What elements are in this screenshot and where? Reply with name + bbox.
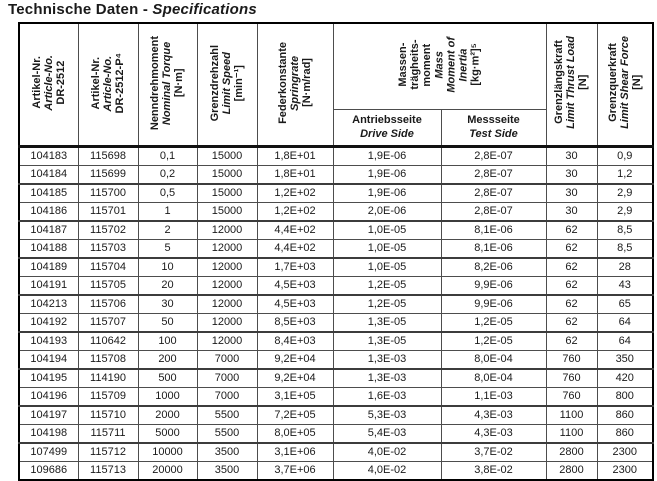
table-cell: 62 [546, 239, 597, 258]
table-cell: 104189 [19, 258, 78, 277]
table-cell: 1,3E-05 [333, 332, 441, 351]
table-row [19, 165, 653, 184]
table-cell: 10 [138, 258, 197, 277]
table-cell: 3,1E+05 [257, 387, 333, 406]
rotated-header [607, 36, 643, 129]
table-cell: 2,9 [597, 184, 653, 203]
header-label-unit: [N·m] [173, 68, 186, 98]
header-label-unit: [N·m/rad] [301, 58, 314, 108]
table-cell: 2300 [597, 461, 653, 480]
table-cell: 1,2E+02 [257, 184, 333, 203]
table-cell: 1,6E-03 [333, 387, 441, 406]
table-cell: 115704 [78, 258, 138, 277]
table-cell: 1,1E-03 [441, 387, 546, 406]
table-cell: 64 [597, 313, 653, 332]
header-label-de: trägheits- [409, 39, 422, 90]
table-cell: 760 [546, 387, 597, 406]
table-cell: 760 [546, 369, 597, 388]
table-cell: 860 [597, 424, 653, 443]
page-title-en: Specifications [152, 1, 257, 18]
specifications-table [18, 22, 654, 481]
rotated-header [397, 37, 482, 93]
column-header-limit-shear-force [597, 23, 653, 146]
table-cell: 115703 [78, 239, 138, 258]
table-cell: 8,5 [597, 221, 653, 240]
table-cell: 1,9E-06 [333, 146, 441, 165]
table-row [19, 332, 653, 351]
table-cell: 115701 [78, 202, 138, 221]
table-cell: 1100 [546, 406, 597, 425]
header-label-de: Massen- [397, 42, 410, 87]
table-cell: 30 [546, 184, 597, 203]
table-cell: 115710 [78, 406, 138, 425]
table-cell: 62 [546, 332, 597, 351]
table-cell: 30 [546, 202, 597, 221]
rotated-header [553, 36, 589, 129]
header-label-unit: [N] [577, 75, 590, 91]
header-label-unit: [N] [630, 75, 643, 91]
table-cell: 115699 [78, 165, 138, 184]
table-cell: 115702 [78, 221, 138, 240]
table-cell: 62 [546, 295, 597, 314]
table-row [19, 258, 653, 277]
table-cell: 104192 [19, 313, 78, 332]
table-cell: 4,3E-03 [441, 424, 546, 443]
table-cell: 8,4E+03 [257, 332, 333, 351]
table-cell: 8,0E-04 [441, 350, 546, 369]
table-cell: 104195 [19, 369, 78, 388]
table-cell: 2300 [597, 443, 653, 462]
table-cell: 115707 [78, 313, 138, 332]
table-cell: 1,8E+01 [257, 165, 333, 184]
table-cell: 5000 [138, 424, 197, 443]
table-cell: 0,2 [138, 165, 197, 184]
table-cell: 420 [597, 369, 653, 388]
table-cell: 3500 [197, 443, 257, 462]
table-cell: 5,3E-03 [333, 406, 441, 425]
table-cell: 1,0E-05 [333, 258, 441, 277]
table-cell: 104197 [19, 406, 78, 425]
column-header-limit-speed [197, 23, 257, 146]
table-cell: 7000 [197, 387, 257, 406]
table-cell: 12000 [197, 221, 257, 240]
table-cell: 104193 [19, 332, 78, 351]
table-cell: 107499 [19, 443, 78, 462]
table-cell: 5 [138, 239, 197, 258]
table-cell: 9,2E+04 [257, 350, 333, 369]
table-cell: 109686 [19, 461, 78, 480]
table-cell: 1,3E-03 [333, 350, 441, 369]
column-header-mass-moment-of-inertia [333, 23, 546, 109]
table-cell: 104194 [19, 350, 78, 369]
column-header-limit-thrust-load [546, 23, 597, 146]
table-row [19, 387, 653, 406]
table-cell: 20000 [138, 461, 197, 480]
table-cell: 115706 [78, 295, 138, 314]
table-cell: 0,9 [597, 146, 653, 165]
table-row [19, 184, 653, 203]
header-label-en: Limit Thrust Load [565, 36, 578, 130]
table-cell: 0,5 [138, 184, 197, 203]
table-cell: 1,9E-06 [333, 184, 441, 203]
table-cell: 62 [546, 276, 597, 295]
table-cell: 5500 [197, 424, 257, 443]
table-cell: 115705 [78, 276, 138, 295]
header-label-de: Grenzquerkraft [606, 43, 619, 123]
table-cell: 2,9 [597, 202, 653, 221]
table-cell: 8,0E+05 [257, 424, 333, 443]
table-cell: 2,0E-06 [333, 202, 441, 221]
table-cell: 1,2E+02 [257, 202, 333, 221]
table-cell: 104185 [19, 184, 78, 203]
table-cell: 12000 [197, 295, 257, 314]
table-row [19, 276, 653, 295]
table-cell: 12000 [197, 313, 257, 332]
page-title-de: Technische Daten - [8, 1, 153, 18]
table-cell: 30 [546, 146, 597, 165]
table-cell: 3500 [197, 461, 257, 480]
header-label-de: Artikel-Nr. [89, 56, 102, 110]
table-cell: 20 [138, 276, 197, 295]
table-cell: 2 [138, 221, 197, 240]
table-cell: 50 [138, 313, 197, 332]
table-row [19, 424, 653, 443]
subheader-test-side [441, 109, 546, 146]
table-cell: 8,5E+03 [257, 313, 333, 332]
table-row [19, 313, 653, 332]
header-label-de: Nenndrehmoment [149, 35, 162, 130]
table-cell: 1,2E-05 [441, 332, 546, 351]
table-cell: 2,8E-07 [441, 146, 546, 165]
table-cell: 1,0E-05 [333, 221, 441, 240]
table-cell: 12000 [197, 258, 257, 277]
table-cell: 1,8E+01 [257, 146, 333, 165]
table-cell: 104198 [19, 424, 78, 443]
table-cell: 100 [138, 332, 197, 351]
table-cell: 8,1E-06 [441, 239, 546, 258]
table-cell: 500 [138, 369, 197, 388]
column-header-article-no-dr2512 [19, 23, 78, 146]
column-header-springrate [257, 23, 333, 146]
header-label-en: Nominal Torque [161, 41, 174, 125]
table-cell: 64 [597, 332, 653, 351]
table-cell: 2,8E-07 [441, 184, 546, 203]
rotated-header [90, 53, 126, 113]
table-cell: 110642 [78, 332, 138, 351]
table-cell: 10000 [138, 443, 197, 462]
table-cell: 9,9E-06 [441, 276, 546, 295]
table-cell: 43 [597, 276, 653, 295]
header-label-en: Article-No. [42, 54, 55, 111]
table-cell: 200 [138, 350, 197, 369]
table-cell: 12000 [197, 276, 257, 295]
column-header-nominal-torque [138, 23, 197, 146]
header-label-de: Federkonstante [276, 41, 289, 124]
table-row [19, 369, 653, 388]
table-cell: 350 [597, 350, 653, 369]
table-cell: 62 [546, 313, 597, 332]
column-header-article-no-dr2512p [78, 23, 138, 146]
table-cell: 104186 [19, 202, 78, 221]
table-cell: 115700 [78, 184, 138, 203]
table-cell: 4,0E-02 [333, 443, 441, 462]
table-cell: 1,2E-05 [441, 313, 546, 332]
table-cell: 104188 [19, 239, 78, 258]
table-cell: 115709 [78, 387, 138, 406]
table-cell: 30 [546, 165, 597, 184]
table-cell: 2,8E-07 [441, 165, 546, 184]
table-cell: 8,1E-06 [441, 221, 546, 240]
header-label-en: Limit Shear Force [618, 36, 631, 130]
subheader-drive-side [333, 109, 441, 146]
rotated-header [209, 45, 245, 121]
header-label-unit: [kg·m²]⁵ [469, 43, 482, 86]
table-cell: 4,5E+03 [257, 276, 333, 295]
table-cell: 1100 [546, 424, 597, 443]
header-label-unit: DR-2512-P⁴ [114, 52, 127, 113]
table-body [19, 146, 653, 480]
table-cell: 9,2E+04 [257, 369, 333, 388]
table-row [19, 202, 653, 221]
table-cell: 104191 [19, 276, 78, 295]
table-cell: 4,4E+02 [257, 221, 333, 240]
header-label-en: Mass [433, 50, 446, 79]
table-cell: 115711 [78, 424, 138, 443]
table-cell: 9,9E-06 [441, 295, 546, 314]
table-cell: 65 [597, 295, 653, 314]
table-cell: 2000 [138, 406, 197, 425]
table-cell: 12000 [197, 332, 257, 351]
table-cell: 62 [546, 258, 597, 277]
table-cell: 0,1 [138, 146, 197, 165]
table-cell: 104196 [19, 387, 78, 406]
table-cell: 114190 [78, 369, 138, 388]
subheader-label-de: Antriebsseite [352, 113, 422, 126]
table-row [19, 461, 653, 480]
header-label-en: Article-No. [101, 54, 114, 111]
table-cell: 8,5 [597, 239, 653, 258]
table-cell: 7000 [197, 350, 257, 369]
header-row [19, 23, 653, 109]
table-cell: 800 [597, 387, 653, 406]
table-cell: 5,4E-03 [333, 424, 441, 443]
header-label-de: moment [421, 43, 434, 87]
table-cell: 2800 [546, 461, 597, 480]
table-row [19, 350, 653, 369]
subheader-label-en: Test Side [469, 128, 518, 140]
table-cell: 104213 [19, 295, 78, 314]
header-label-unit: [min⁻¹] [233, 64, 246, 101]
table-row [19, 406, 653, 425]
table-row [19, 221, 653, 240]
rotated-header [277, 42, 313, 124]
table-cell: 1,0E-05 [333, 239, 441, 258]
table-cell: 1,2E-05 [333, 276, 441, 295]
table-cell: 15000 [197, 184, 257, 203]
table-cell: 1,7E+03 [257, 258, 333, 277]
table-cell: 1,9E-06 [333, 165, 441, 184]
table-cell: 4,3E-03 [441, 406, 546, 425]
rotated-header [149, 36, 185, 130]
header-label-unit: DR-2512 [54, 60, 67, 105]
table-cell: 4,5E+03 [257, 295, 333, 314]
table-row [19, 239, 653, 258]
table-cell: 4,4E+02 [257, 239, 333, 258]
table-cell: 12000 [197, 239, 257, 258]
table-cell: 7000 [197, 369, 257, 388]
table-cell: 5500 [197, 406, 257, 425]
header-label-en: Limit Speed [220, 51, 233, 114]
table-cell: 3,7E-02 [441, 443, 546, 462]
table-cell: 7,2E+05 [257, 406, 333, 425]
table-cell: 760 [546, 350, 597, 369]
table-cell: 1,3E-03 [333, 369, 441, 388]
header-label-de: Grenzlängskraft [553, 40, 566, 125]
table-cell: 2,8E-07 [441, 202, 546, 221]
table-cell: 860 [597, 406, 653, 425]
table-row [19, 295, 653, 314]
table-cell: 115698 [78, 146, 138, 165]
table-cell: 3,1E+06 [257, 443, 333, 462]
header-label-en: Springrate [288, 55, 301, 111]
table-row [19, 146, 653, 165]
header-label-de: Grenzdrehzahl [208, 44, 221, 121]
header-label-en: Inertia [457, 48, 470, 82]
table-cell: 1,2E-05 [333, 295, 441, 314]
table-cell: 115708 [78, 350, 138, 369]
table-cell: 4,0E-02 [333, 461, 441, 480]
table-cell: 15000 [197, 165, 257, 184]
table-cell: 30 [138, 295, 197, 314]
header-label-en: Moment of [445, 36, 458, 93]
table-cell: 62 [546, 221, 597, 240]
table-cell: 1,3E-05 [333, 313, 441, 332]
table-cell: 3,7E+06 [257, 461, 333, 480]
table-cell: 8,2E-06 [441, 258, 546, 277]
page-title [8, 1, 257, 18]
header-label-de: Artikel-Nr. [30, 56, 43, 110]
table-cell: 15000 [197, 146, 257, 165]
table-cell: 115713 [78, 461, 138, 480]
rotated-header [31, 55, 67, 111]
table-row [19, 443, 653, 462]
table-cell: 115712 [78, 443, 138, 462]
table-cell: 15000 [197, 202, 257, 221]
table-cell: 2800 [546, 443, 597, 462]
table-cell: 1,2 [597, 165, 653, 184]
table-cell: 1 [138, 202, 197, 221]
table-cell: 104184 [19, 165, 78, 184]
table-cell: 104187 [19, 221, 78, 240]
table-cell: 3,8E-02 [441, 461, 546, 480]
table-cell: 104183 [19, 146, 78, 165]
subheader-label-en: Drive Side [360, 128, 414, 140]
table-cell: 1000 [138, 387, 197, 406]
table-cell: 28 [597, 258, 653, 277]
table-cell: 8,0E-04 [441, 369, 546, 388]
subheader-label-de: Messseite [467, 113, 520, 126]
